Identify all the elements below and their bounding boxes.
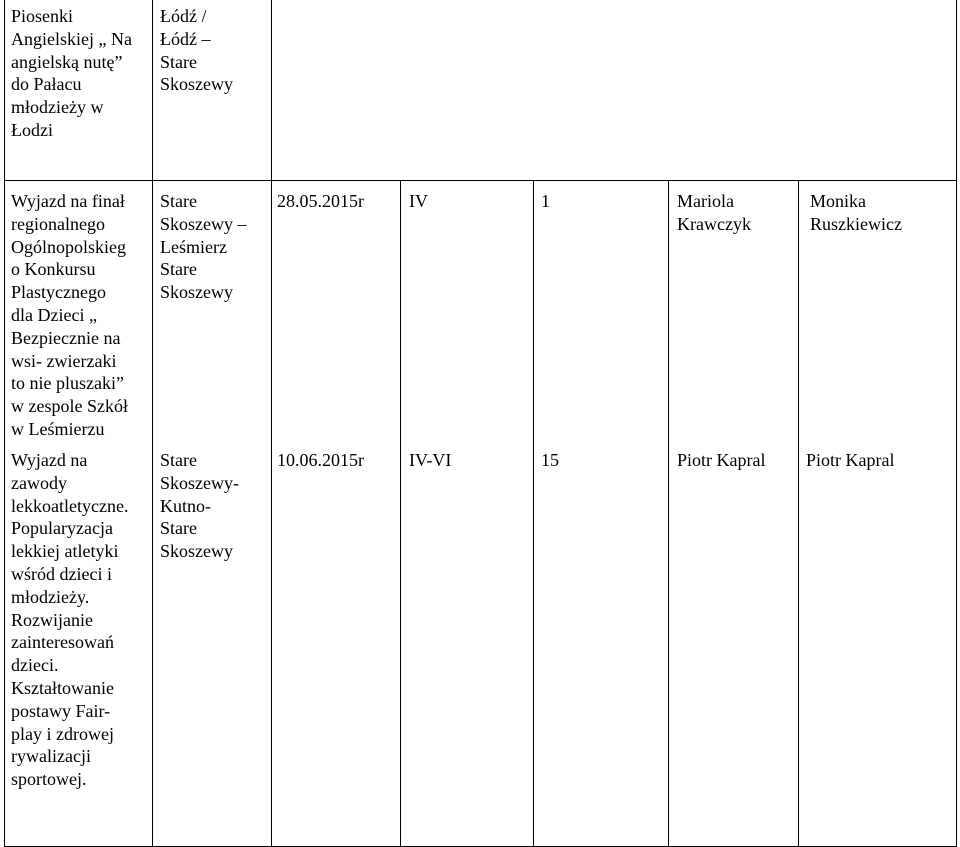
table-cell-route: Łódź / Łódź – Stare Skoszewy bbox=[160, 6, 233, 95]
table-cell-event: Wyjazd na finał regionalnego Ogólnopolskieg o Konkursu Plastycznego dla Dzieci „ Bezpiecznie na wsi- zwierzaki to nie pluszaki” w zespole Szkół w Leśmierzu bbox=[11, 191, 128, 439]
table-border bbox=[271, 0, 272, 847]
table-cell-classes: IV bbox=[409, 191, 428, 211]
table-cell-date: 10.06.2015r bbox=[277, 450, 364, 470]
table-border bbox=[798, 181, 799, 847]
table-cell-teacher: Mariola Krawczyk bbox=[677, 191, 751, 234]
table-border bbox=[4, 0, 5, 847]
table-cell-guardian: Piotr Kapral bbox=[806, 450, 895, 470]
table-border bbox=[4, 180, 957, 181]
table-cell-classes: IV-VI bbox=[409, 450, 452, 470]
table-border bbox=[400, 181, 401, 847]
table-border bbox=[533, 181, 534, 847]
table-cell-event: Wyjazd na zawody lekkoatletyczne. Popularyzacja lekkiej atletyki wśród dzieci i młodzieży. Rozwijanie zainteresowań dzieci. Kształtowanie postawy Fair- play i zdrowej rywalizacji sportowej. bbox=[11, 450, 129, 790]
table-cell-guardian: Monika Ruszkiewicz bbox=[810, 191, 902, 234]
table-cell-event: Piosenki Angielskiej „ Na angielską nutę” do Pałacu młodzieży w Łodzi bbox=[11, 6, 132, 140]
table-cell-route: Stare Skoszewy- Kutno- Stare Skoszewy bbox=[160, 450, 239, 562]
table-cell-count: 1 bbox=[541, 191, 550, 211]
table-border bbox=[152, 0, 153, 847]
table-cell-date: 28.05.2015r bbox=[277, 191, 364, 211]
table-border bbox=[956, 0, 957, 847]
table-cell-count: 15 bbox=[541, 450, 559, 470]
table-cell-teacher: Piotr Kapral bbox=[677, 450, 766, 470]
table-cell-route: Stare Skoszewy – Leśmierz Stare Skoszewy bbox=[160, 191, 247, 303]
table-border bbox=[668, 181, 669, 847]
